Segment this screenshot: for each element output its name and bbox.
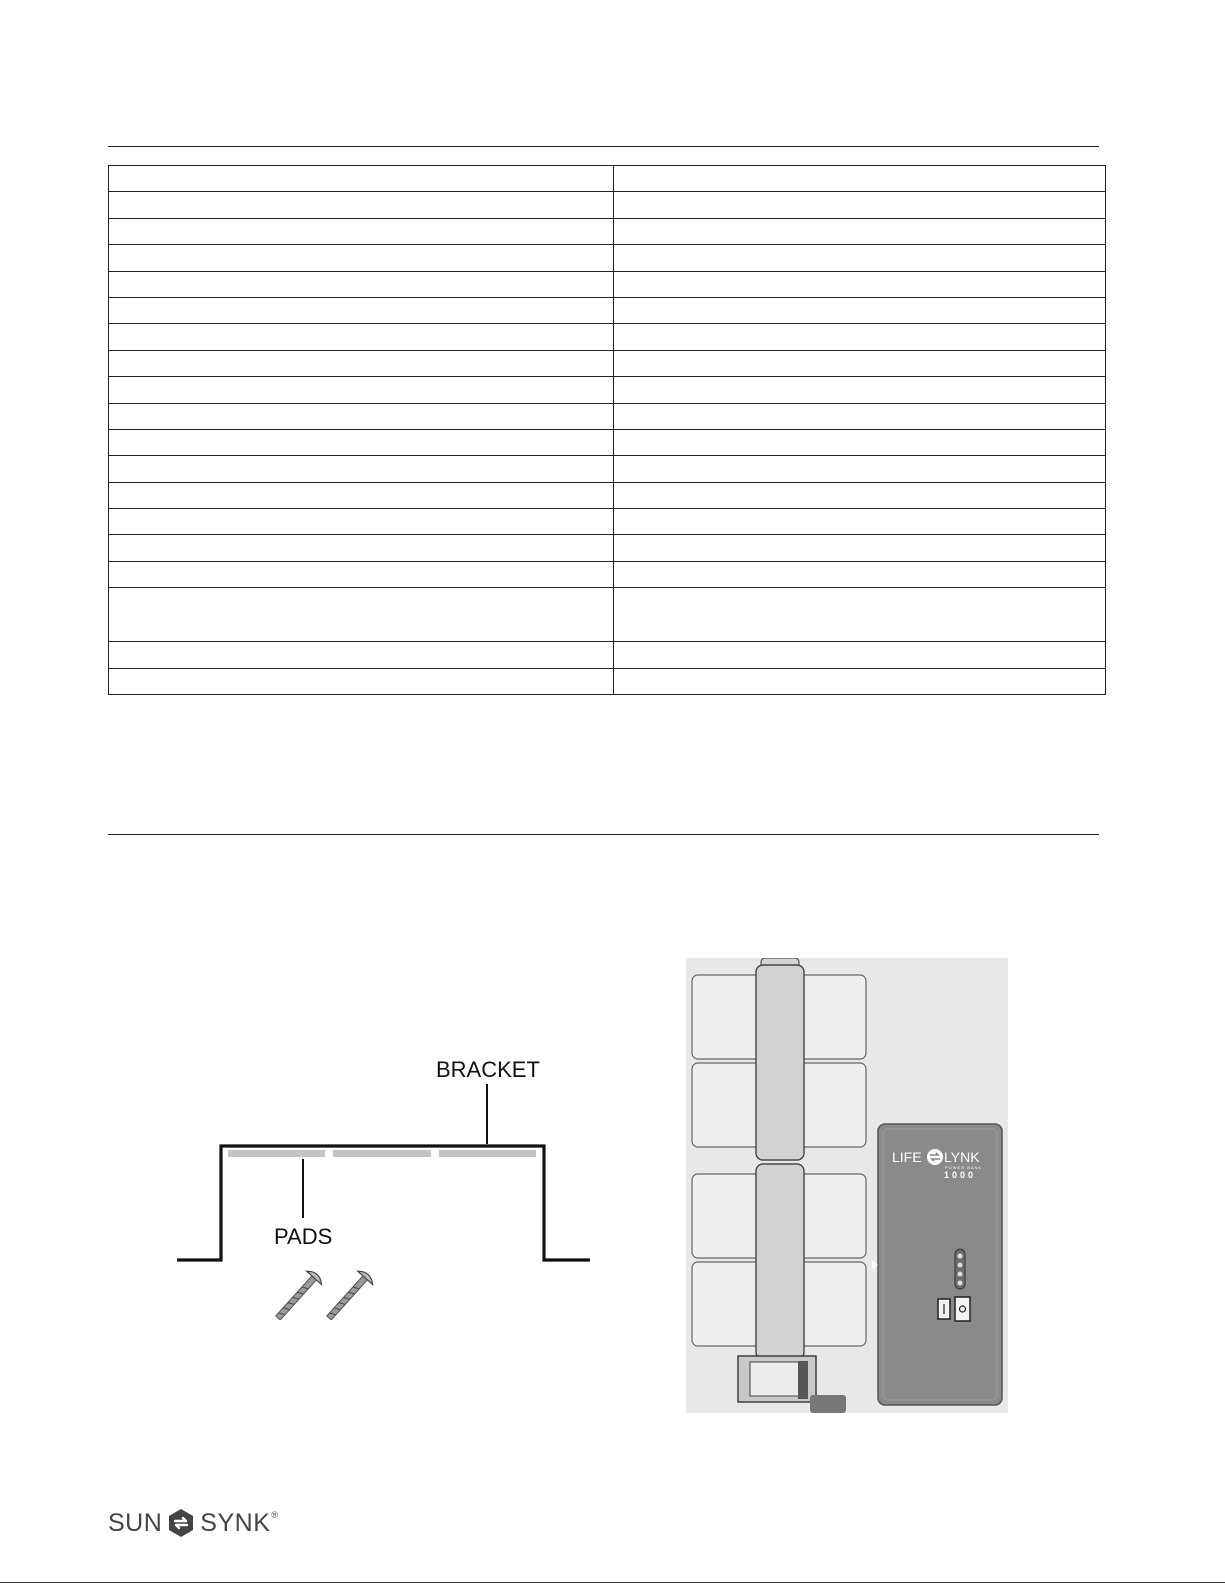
table-cell-label	[109, 297, 614, 323]
table-row	[109, 166, 1106, 192]
screw-icon	[322, 1268, 376, 1320]
table-cell-label	[109, 588, 614, 642]
table-cell-label	[109, 403, 614, 429]
logo-right-text: SYNK	[200, 1508, 271, 1537]
bracket-outline	[177, 1146, 590, 1260]
sunsynk-logo-icon	[166, 1508, 196, 1538]
page-bottom-rule	[0, 1582, 1225, 1583]
table-row	[109, 403, 1106, 429]
table-row	[109, 429, 1106, 455]
table-cell-value	[614, 324, 1106, 350]
table-cell-value	[614, 588, 1106, 642]
table-cell-value	[614, 218, 1106, 244]
bracket-label: BRACKET	[436, 1060, 540, 1082]
indicator-light	[958, 1263, 963, 1268]
power-bank-panel	[878, 1124, 1002, 1405]
table-cell-label	[109, 509, 614, 535]
brand-subtitle: POWER BANK	[945, 1165, 983, 1170]
indicator-light	[958, 1254, 963, 1259]
table-cell-value	[614, 166, 1106, 192]
table-cell-label	[109, 535, 614, 561]
cable-block	[810, 1395, 846, 1413]
table-row	[109, 668, 1106, 694]
indicator-light	[958, 1272, 963, 1277]
table-cell-value	[614, 377, 1106, 403]
table-cell-label	[109, 668, 614, 694]
table-cell-label	[109, 429, 614, 455]
indicator-light	[958, 1281, 963, 1286]
table-cell-label	[109, 166, 614, 192]
power-bank-illustration	[686, 958, 1008, 1413]
table-cell-value	[614, 509, 1106, 535]
pad	[333, 1150, 431, 1157]
table-cell-value	[614, 245, 1106, 271]
table-cell-label	[109, 192, 614, 218]
table-cell-label	[109, 218, 614, 244]
table-row	[109, 535, 1106, 561]
table-cell-value	[614, 403, 1106, 429]
table-row	[109, 324, 1106, 350]
pad	[439, 1150, 536, 1157]
table-cell-label	[109, 642, 614, 668]
table-cell-value	[614, 482, 1106, 508]
table-row	[109, 456, 1106, 482]
registered-mark: ®	[271, 1510, 279, 1520]
table-cell-label	[109, 456, 614, 482]
model-number: 1000	[944, 1170, 977, 1180]
table-row	[109, 218, 1106, 244]
table-cell-value	[614, 192, 1106, 218]
table-row	[109, 245, 1106, 271]
sunsynk-logo	[108, 1508, 278, 1538]
table-cell-label	[109, 377, 614, 403]
table-cell-label	[109, 561, 614, 587]
roller	[756, 965, 804, 1160]
section-divider-middle	[108, 834, 1099, 835]
table-cell-label	[109, 271, 614, 297]
clamp-plate	[750, 1362, 802, 1396]
table-row	[109, 377, 1106, 403]
bracket-diagram	[170, 1060, 600, 1320]
table-cell-label	[109, 482, 614, 508]
pad	[228, 1150, 325, 1157]
table-cell-value	[614, 429, 1106, 455]
table-cell-label	[109, 324, 614, 350]
clamp-bar	[798, 1361, 808, 1399]
table-row	[109, 192, 1106, 218]
output-switch-icon	[955, 1297, 970, 1321]
pads-label: PADS	[274, 1224, 333, 1249]
table-cell-value	[614, 642, 1106, 668]
screw-icon	[271, 1268, 325, 1320]
brand-right-text: LYNK	[944, 1149, 980, 1165]
table-cell-value	[614, 561, 1106, 587]
brand-logo-icon	[927, 1149, 943, 1165]
table-cell-label	[109, 350, 614, 376]
table-row	[109, 482, 1106, 508]
table-row	[109, 509, 1106, 535]
table-row	[109, 350, 1106, 376]
table-cell-value	[614, 668, 1106, 694]
specification-table	[108, 165, 1106, 695]
section-divider-top	[108, 146, 1099, 147]
table-cell-value	[614, 350, 1106, 376]
roller	[756, 1164, 804, 1359]
table-row	[109, 642, 1106, 668]
table-row	[109, 588, 1106, 642]
table-row	[109, 297, 1106, 323]
table-cell-value	[614, 271, 1106, 297]
brand-left-text: LIFE	[892, 1149, 922, 1165]
table-cell-value	[614, 535, 1106, 561]
table-cell-label	[109, 245, 614, 271]
table-cell-value	[614, 297, 1106, 323]
table-row	[109, 271, 1106, 297]
table-cell-value	[614, 456, 1106, 482]
table-row	[109, 561, 1106, 587]
logo-left-text: SUN	[108, 1508, 163, 1537]
